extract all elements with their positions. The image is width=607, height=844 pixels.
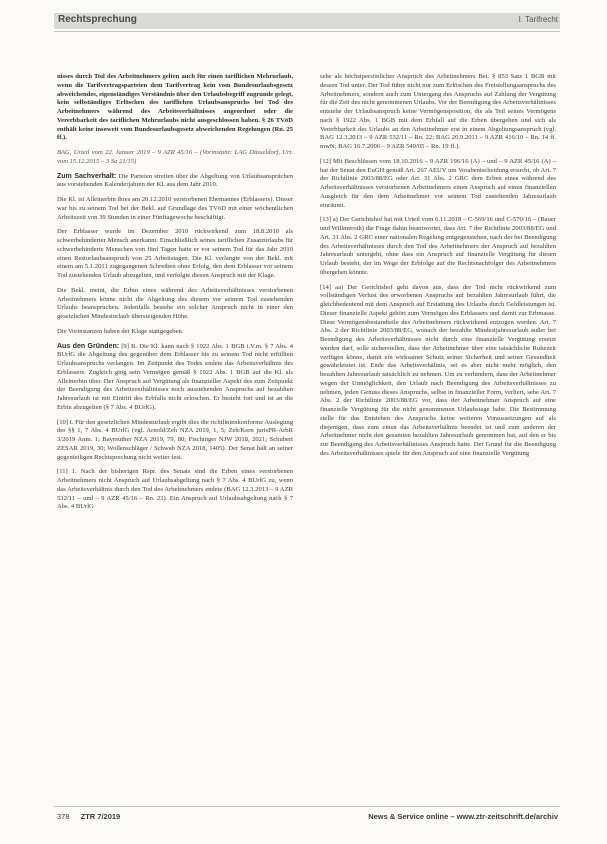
- footer-divider: [54, 806, 560, 807]
- facts-paragraph: Die Kl. ist Alleinerbin ihres am 20.12.2010 verstorbenen Ehemannes (Erblassers). Dieser war bis zu seinem Tod bei der Bekl. auf Grundlage des TVöD mit einer wöchentlichen Arbeitszeit von 39 Stunden in einer Fünftagewoche beschäftigt.: [57, 196, 293, 221]
- header-divider: [54, 31, 560, 32]
- page-header: [0, 0, 607, 40]
- footer-website[interactable]: News & Service online – www.ztr-zeitschrift.de/archiv: [368, 812, 558, 821]
- facts-paragraph: Der Erblasser wurde im Dezember 2010 rückwirkend zum 18.8.2010 als schwerbehinderter Mensch anerkannt. Einschließlich seines tariflichen Zusatzurlaubs für schwerbehinderte Menschen von fünf Tagen hatte er vor seinem Tod für das Jahr 2010 einen Resturlaubsanspruch von 25 Arbeitstagen. Die Kl. verlangte von der Bekl. mit einem am 5.1.2011 zugegangenen Schreiben ohne Erfolg, den dem Erblasser vor seinem Tod zustehenden Urlaub abzugelten, und verfolgte diesen Anspruch mit der Klage.: [57, 228, 293, 279]
- page-number: 378: [57, 812, 70, 821]
- reasons-paragraph: [57, 343, 293, 413]
- facts-text: Die Parteien streiten über die Abgeltung von Urlaubsansprüchen aus vorstehenden Kalenderjahren der Kl. aus dem Jahr 2010.: [57, 172, 293, 189]
- body-paragraph: [12] Mit Beschlüssen vom 18.10.2016 – 9 AZR 196/16 (A) – und – 9 AZR 45/16 (A) – hat der Senat den EuGH gemäß Art. 267 AEUV um Vorabentscheidung ersucht, ob Art. 7 der Richtlinie 2003/88/EG oder Art. 31 Abs. 2 GRC dem Erben eines während des Arbeitsverhältnisses verstorbenen Arbeitnehmers einen Anspruch auf einen finanziellen Ausgleich für den dem Arbeitnehmer vor seinem Tod zustehenden Jahresurlaub einräumt.: [320, 157, 556, 209]
- reasons-paragraph: [11] 1. Nach der bisherigen Rspr. des Senats sind die Erben eines verstorbenen Arbeitnehmers nicht Anspruch auf Urlaubsabgeltung nach § 7 Abs. 4 BUrlG zu, wenn das Arbeitsverhältnis durch den Tod des Arbeitnehmers endete (BAG 12.3.2013 – 9 AZR 532/11 – und – 9 AZR 45/16 – Rn. 23). Ein Anspruch auf Urlaubsabgeltung nach § 7 Abs. 4 BUrlG: [57, 468, 293, 511]
- headnote: nisses durch Tod des Arbeitnehmers gelten auch für einen tariflichen Mehrurlaub, wenn die Tarifvertragsparteien dem Tarifvertrag kein vom Bundesurlaubsgesetz abweichendes, eigenständiges Verständnis über den Urlaubsbegriff zugrunde gelegt, kein selbständiges Erlöschen des tariflichen Urlaubsanspruchs bei Tod des Arbeitnehmers während des Arbeitsverhältnisses angeordnet oder die Vererbbarkeit des tariflichen Mehrurlaubs nicht ausgeschlossen haben. § 26 TVöD enthält keine insoweit vom Bundesurlaubsgesetz abweichenden Regelungen (Rn. 25 ff.).: [57, 73, 293, 142]
- footer-left: [57, 812, 120, 821]
- right-column: [320, 73, 556, 795]
- body-paragraph: [13] a) Der Gerichtshof hat mit Urteil vom 6.11.2018 – C-569/16 und C-570/16 – (Bauer und Willmeroth) die Frage dahin beantwortet, dass Art. 7 der Richtlinie 2003/88/EG und Art. 31 Abs. 2 GRC einer nationalen Regelung entgegenstehen, nach der bei Beendigung des Arbeitsverhältnisses durch den Tod des Arbeitnehmers der Anspruch auf bezahlten Jahresurlaub untergeht, ohne dass ein Anspruch auf finanzielle Vergütung für diesen Urlaub besteht, der im Wege der Erbfolge auf die Rechtsnachfolger des Arbeitnehmers übergehen könnte.: [320, 216, 556, 276]
- category-label: I. Tarifrecht: [518, 15, 558, 24]
- journal-issue: ZTR 7/2019: [80, 812, 121, 821]
- left-column: [57, 73, 293, 795]
- section-title: Rechtsprechung: [58, 14, 137, 25]
- body-paragraph: sehe als höchstpersönlicher Anspruch des Arbeitnehmers Bei. § 853 Satz 1 BGB mit dessen Tod unter. Der Tod führe nicht nur zum Erlöschen des Freistellungsanspruchs des Arbeitnehmers, sondern auch zum Untergang des Anspruchs auf Zahlung der Vergütung für die Zeit des nicht genommenen Urlaubs. Vor der Beendigung des Arbeitsverhältnisses entstehe der Urlaubsanspruch keine Vermögensposition, die als Teil seines Vermögens nach § 1922 Abs. 1 BGB mit dem Erbfall auf die Erben übergehen und sich als Vererbbarkeit des Urlaubs an den Arbeitnehmer erst in einem Abgeltungsanspruch (vgl. BAG 12.3.2013 – 9 AZR 532/11 – Rn. 22; BAG 20.9.2011 – 9 AZR 416/10 – Rn. 14 ff. mwN; BAG 16.7.2006 – 9 AZR 549/05 – Rn. 19 ff.).: [320, 73, 556, 150]
- facts-paragraph: Die Vorinstanzen haben der Klage stattgegeben.: [57, 327, 184, 335]
- facts-heading: Zum Sachverhalt:: [57, 172, 117, 180]
- body-paragraph: [14] aa) Der Gerichtshof geht davon aus, dass der Tod nicht rückwirkend zum vollständigen Verlust des erworbenen Anspruchs auf bezahlten Jahresurlaub führt, die gleichbedeutend mit dem Anspruch auf Erstattung des Urlaubs durch Geldleistungen ist. Dieser finanzielle Aspekt gehört zum Vermögen des Erblassers und damit zur Erbmasse. Diese Vermögensbestandteile des Arbeitnehmers rückwirkend entzogen werden. Art. 7 Abs. 2 der Richtlinie 2003/88/EG, wonach der bezahlte Mindestjahresurlaub außer bei Beendigung des Arbeitsverhältnisses nicht durch eine finanzielle Vergütung ersetzt werden darf, solle sicherstellen, dass der Arbeitnehmer über eine tatsächliche Ruhezeit verfügen könne, damit ein wirksamer Schutz seiner Sicherheit und seiner Gesundheit gewährleistet ist. Ende das Arbeitsverhältnis, sei es aber nicht mehr möglich, den bezahlten Jahresurlaub tatsächlich zu nehmen. Um zu verhindern, dass der Arbeitnehmer wegen der Unmöglichkeit, den Urlaub nach Beendigung des Arbeitsverhältnisses zu nehmen, jeden Genuss dieses Anspruchs, selbst in finanzieller Form, verliert, sehe Art. 7 Abs. 2 der Richtlinie 2003/88/EG vor, dass der Arbeitnehmer Anspruch auf eine finanzielle Vergütung für die nicht genommenen Urlaubstage habe. Die Bestimmung stelle für das Entstehen des Anspruchs keine weiteren Voraussetzungen auf als diejenigen, dass zum einen das Arbeitsverhältnis beendet ist und zum anderen der Arbeitnehmer nicht den gesamten bezahlten Jahresurlaub genommen hat, auf den er bis zur Beendigung des Arbeitsverhältnisses Anspruch hatte. Der Grund für die Beendigung des Arbeitsverhältnisses spiele für den Anspruch auf eine finanzielle Vergütung: [320, 283, 556, 457]
- reasons-paragraph: [10] I. Für den gesetzlichen Mindesturlaub ergibt dies die richtlinienkonforme Auslegung der §§ 1, 7 Abs. 4 BUrlG (vgl. Arnold/Zeh NZA 2019, 1, 5; Zeh/Kern jurisPR-ArbR 3/2019 Anm. 1; Bayreuther NZA 2019, 79, 80; Fischinger NJW 2018, 2021; Schubert ZESAR 2019, 30; Wollenschläger / Schwab NZA 2018, 1405). Der Senat hält an seiner gegenteiligen Rechtsprechung nicht weiter fest.: [57, 418, 293, 461]
- reasons-text: [9] B. Die Kl. kann nach § 1922 Abs. 1 BGB i.V.m. § 7 Abs. 4 BUrlG die Abgeltung des gegenüber dem Erblasser bis zu seinem Tod nicht erfüllten Urlaubsanspruchs verlangen. Im Zeitpunkt des Todes endete das Arbeitsverhältnis des Erblassers. Zugleich ging sein Vermögen gemäß § 1922 Abs. 1 BGB auf die Kl. als Alleinerbin über. Der Anspruch auf Vergütung als finanzieller Aspekt des zum Zeitpunkt der Beendigung des Arbeitsverhältnisses noch ausstehenden Anspruchs auf bezahlten Jahresurlaub ist mit Eintritt des Erbfalls nicht erloschen. Er besteht fort und ist an die Erbin abzugelten (§ 7 Abs. 4 BUrlG).: [57, 342, 293, 411]
- facts-paragraph: Die Bekl. meint, die Erbin eines während des Arbeitsverhältnisses verstorbenen Arbeitnehmers könne nicht die Abgeltung des diesem vor seinem Tod zustehenden Urlaubs beanspruchen. Jedenfalls bestehe ein solcher Anspruch nicht in einer den gesetzlichen Mindesturlaub übersteigenden Höhe.: [57, 286, 293, 320]
- facts-paragraph: [57, 173, 293, 191]
- reasons-heading: Aus den Gründen:: [57, 342, 120, 350]
- court-citation: BAG, Urteil vom 22. Januar 2019 – 9 AZR 45/16 – (Vorinstanz: LAG Düsseldorf, Urt. vom 15.12.2015 – 3 Sa 21/15): [57, 149, 293, 165]
